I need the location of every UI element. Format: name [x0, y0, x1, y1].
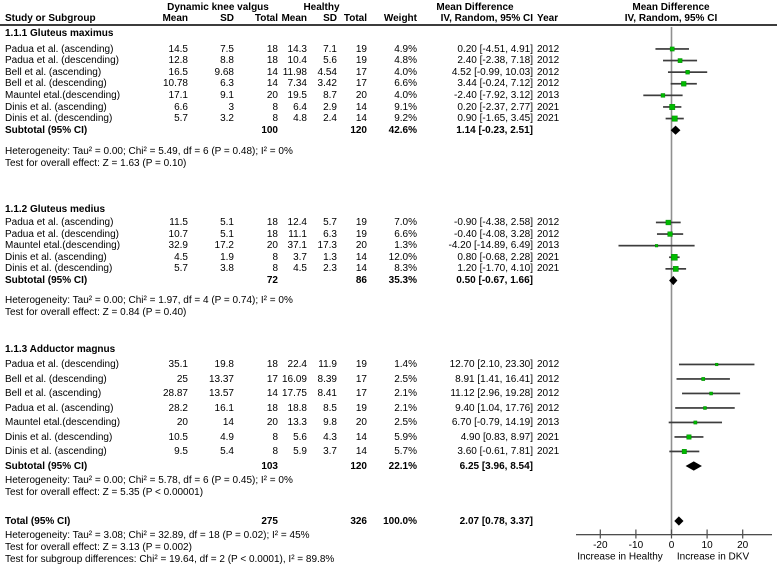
effect-marker [681, 81, 686, 86]
cell-year: 2012 [537, 373, 560, 385]
axis-tick [671, 530, 672, 539]
total-label: Total (95% CI) [5, 515, 71, 527]
study-label: Dinis et al. (ascending) [5, 446, 107, 457]
tick-label: 10 [701, 540, 713, 551]
subtotal-label: Subtotal (95% CI) [5, 460, 88, 472]
study-label: Dinis et al. (descending) [5, 113, 113, 125]
cell-weight: 2.1% [394, 388, 417, 399]
subtotal-diamond [669, 276, 677, 285]
cell-year: 2013 [537, 89, 560, 101]
cell-sd1: 5.1 [220, 228, 234, 240]
cell-weight: 5.9% [394, 431, 417, 443]
study-label: Dinis et al. (descending) [5, 263, 113, 275]
cell-n2: 19 [355, 402, 367, 414]
cell-n1: 17 [266, 373, 278, 385]
cell-mean2: 37.1 [287, 240, 307, 252]
cell-sd2: 1.3 [323, 251, 337, 263]
cell-mean2: 14.3 [287, 43, 307, 55]
cell-n2: 14 [355, 431, 367, 443]
cell-n2: 120 [350, 124, 367, 136]
effect-marker [682, 449, 686, 453]
effect-marker [703, 407, 706, 410]
cell-mean1: 6.6 [174, 101, 188, 113]
study-label: Bell et al. (ascending) [5, 66, 102, 78]
effect-marker [715, 363, 718, 366]
cell-year: 2021 [537, 101, 560, 113]
cell-ci_text: 0.50 [-0.67, 1.66] [456, 275, 533, 286]
cell-year: 2012 [537, 217, 560, 228]
cell-weight: 2.1% [394, 402, 417, 414]
axis-caption-left: Increase in Healthy [577, 551, 663, 563]
cell-n2: 14 [355, 446, 367, 457]
header-group-healthy: Healthy [303, 1, 340, 13]
effect-marker [694, 421, 697, 424]
cell-ci_text: -0.40 [-4.08, 3.28] [454, 228, 533, 240]
study-label: Dinis et al. (ascending) [5, 101, 107, 113]
cell-mean2: 12.4 [287, 217, 307, 228]
cell-n1: 8 [272, 263, 278, 275]
tick-label: -10 [628, 540, 644, 551]
cell-n2: 120 [350, 460, 367, 472]
cell-mean1: 16.5 [168, 66, 188, 78]
cell-mean2: 22.4 [287, 359, 307, 370]
cell-sd1: 13.37 [208, 373, 234, 385]
total-diamond [674, 516, 683, 525]
header-iv-plot: IV, Random, 95% CI [624, 12, 718, 24]
cell-sd1: 3.2 [220, 113, 234, 125]
cell-mean2: 18.8 [287, 402, 307, 414]
header-sd-dkv: SD [220, 12, 234, 24]
study-label: Padua et al. (ascending) [5, 43, 114, 55]
cell-n2: 17 [355, 388, 367, 399]
cell-sd2: 2.3 [323, 263, 337, 275]
cell-mean1: 10.5 [168, 431, 188, 443]
cell-mean2: 11.1 [288, 228, 307, 240]
effect-marker [670, 104, 675, 109]
cell-n2: 19 [355, 228, 367, 240]
cell-n1: 8 [272, 101, 278, 113]
cell-mean2: 10.4 [287, 55, 307, 67]
cell-mean2: 4.5 [293, 263, 307, 275]
cell-mean1: 20 [176, 417, 188, 428]
effect-marker [678, 59, 682, 63]
cell-n1: 14 [266, 388, 278, 399]
cell-year: 2012 [537, 359, 560, 370]
study-label: Dinis et al. (descending) [5, 431, 113, 443]
cell-weight: 9.2% [394, 113, 417, 125]
cell-n1: 103 [261, 460, 278, 472]
header-mean-difference-text: Mean Difference [436, 1, 514, 13]
cell-ci_text: 1.14 [-0.23, 2.51] [456, 124, 533, 136]
cell-mean2: 4.8 [293, 113, 307, 125]
cell-mean1: 5.7 [174, 263, 188, 275]
cell-weight: 42.6% [388, 124, 417, 136]
cell-mean2: 11.98 [282, 66, 307, 78]
cell-n1: 18 [266, 402, 278, 414]
effect-marker [686, 70, 690, 74]
study-label: Padua et al. (ascending) [5, 217, 114, 228]
cell-sd2: 2.9 [323, 101, 337, 113]
effect-marker [670, 47, 674, 51]
cell-n1: 72 [266, 275, 278, 286]
cell-year: 2012 [537, 66, 560, 78]
header-sd-healthy: SD [323, 12, 337, 24]
cell-n2: 19 [355, 43, 367, 55]
cell-weight: 6.6% [394, 228, 417, 240]
cell-sd1: 17.2 [214, 240, 234, 252]
axis-tick [742, 530, 743, 539]
cell-weight: 7.0% [394, 217, 417, 228]
effect-marker [671, 254, 677, 260]
heterogeneity-text: Heterogeneity: Tau² = 0.00; Chi² = 5.49, df = 6 (P = 0.48); I² = 0% [5, 146, 293, 157]
cell-n1: 20 [266, 417, 278, 428]
cell-weight: 9.1% [394, 101, 417, 113]
cell-sd1: 8.8 [220, 55, 234, 67]
study-label: Bell et al. (ascending) [5, 388, 102, 399]
cell-mean1: 25 [176, 373, 188, 385]
cell-mean1: 9.5 [174, 446, 188, 457]
tick-label: 20 [737, 540, 749, 551]
cell-sd2: 4.3 [323, 431, 337, 443]
section-title: 1.1.3 Adductor magnus [5, 344, 116, 355]
cell-mean2: 3.7 [293, 251, 307, 263]
cell-ci_text: -2.40 [-7.92, 3.12] [454, 89, 533, 101]
cell-year: 2012 [537, 43, 560, 55]
header-study: Study or Subgroup [5, 12, 96, 24]
cell-year: 2012 [537, 55, 560, 67]
cell-sd1: 16.1 [214, 402, 234, 414]
cell-sd2: 8.7 [323, 89, 337, 101]
effect-marker [710, 392, 713, 395]
cell-mean2: 5.6 [293, 431, 307, 443]
cell-mean1: 4.5 [174, 251, 188, 263]
cell-mean2: 6.4 [293, 101, 307, 113]
subtotal-label: Subtotal (95% CI) [5, 124, 88, 136]
cell-sd2: 2.4 [323, 113, 337, 125]
effect-marker [655, 244, 658, 247]
study-label: Padua et al. (descending) [5, 228, 119, 240]
cell-year: 2012 [537, 78, 560, 90]
effect-marker [661, 94, 665, 98]
cell-weight: 1.3% [394, 240, 417, 252]
cell-n1: 18 [266, 217, 278, 228]
cell-ci_text: 11.12 [2.96, 19.28] [450, 388, 533, 399]
cell-year: 2021 [537, 263, 560, 275]
cell-n1: 18 [266, 359, 278, 370]
cell-sd1: 14 [222, 417, 234, 428]
tick-label: 0 [668, 540, 675, 551]
cell-mean1: 12.8 [168, 55, 188, 67]
cell-sd2: 11.9 [318, 359, 337, 370]
cell-n1: 275 [261, 515, 278, 527]
cell-ci_text: 3.60 [-0.61, 7.81] [457, 446, 533, 457]
header-weight: Weight [383, 12, 417, 24]
axis-tick [600, 530, 601, 539]
cell-ci_text: -4.20 [-14.89, 6.49] [448, 240, 533, 252]
cell-sd1: 13.57 [208, 388, 234, 399]
effect-marker [666, 220, 671, 225]
cell-sd1: 5.4 [220, 446, 234, 457]
cell-mean1: 10.78 [162, 78, 188, 90]
cell-sd1: 1.9 [220, 251, 234, 263]
cell-year: 2021 [537, 113, 560, 125]
cell-sd2: 5.6 [323, 55, 337, 67]
cell-mean1: 28.87 [162, 388, 188, 399]
study-label: Padua et al. (ascending) [5, 402, 114, 414]
heterogeneity-text: Heterogeneity: Tau² = 0.00; Chi² = 1.97, df = 4 (P = 0.74); I² = 0% [5, 295, 293, 306]
header-mean-dkv: Mean [162, 12, 188, 24]
cell-sd1: 3.8 [220, 263, 234, 275]
cell-n1: 18 [266, 55, 278, 67]
cell-n2: 19 [355, 217, 367, 228]
cell-sd2: 17.3 [317, 240, 337, 252]
cell-sd1: 5.1 [220, 217, 234, 228]
cell-n2: 20 [355, 240, 367, 252]
cell-ci_text: 12.70 [2.10, 23.30] [449, 359, 533, 370]
cell-sd1: 7.5 [220, 43, 234, 55]
effect-marker [673, 266, 678, 271]
cell-year: 2021 [537, 251, 560, 263]
cell-ci_text: 4.52 [-0.99, 10.03] [451, 66, 533, 78]
cell-mean2: 5.9 [293, 446, 307, 457]
cell-weight: 1.4% [394, 359, 417, 370]
cell-n2: 17 [355, 66, 367, 78]
cell-sd2: 8.5 [323, 402, 337, 414]
cell-mean1: 28.2 [168, 402, 188, 414]
header-mean-healthy: Mean [281, 12, 307, 24]
cell-ci_text: 0.90 [-1.65, 3.45] [457, 113, 533, 125]
cell-weight: 12.0% [388, 251, 417, 263]
cell-year: 2012 [537, 228, 560, 240]
cell-n2: 19 [355, 359, 367, 370]
cell-sd2: 6.3 [323, 228, 337, 240]
cell-mean1: 35.1 [168, 359, 188, 370]
cell-year: 2021 [537, 431, 560, 443]
cell-ci_text: 2.40 [-2.38, 7.18] [457, 55, 533, 67]
cell-n2: 14 [355, 263, 367, 275]
cell-n2: 17 [355, 78, 367, 90]
cell-weight: 5.7% [394, 446, 417, 457]
study-label: Padua et al. (descending) [5, 55, 119, 67]
cell-weight: 100.0% [383, 515, 417, 527]
cell-mean2: 19.5 [287, 89, 307, 101]
header-group-dkv: Dynamic knee valgus [167, 1, 269, 13]
cell-n1: 14 [266, 66, 278, 78]
study-label: Bell et al. (descending) [5, 373, 107, 385]
cell-weight: 4.8% [394, 55, 417, 67]
study-label: Mauntel etal.(descending) [5, 89, 121, 101]
cell-year: 2012 [537, 388, 560, 399]
cell-sd2: 7.1 [323, 43, 337, 55]
effect-marker [668, 232, 673, 237]
cell-ci_text: 6.25 [3.96, 8.54] [459, 460, 533, 472]
cell-sd2: 8.41 [317, 388, 337, 399]
cell-weight: 2.5% [394, 417, 417, 428]
cell-mean1: 14.5 [168, 43, 188, 55]
cell-sd1: 6.3 [220, 78, 234, 90]
header-mean-difference-plot: Mean Difference [632, 1, 710, 13]
total-effect-test-text: Test for overall effect: Z = 3.13 (P = 0.002) [5, 542, 192, 554]
header-total-healthy: Total [343, 12, 367, 24]
cell-n2: 20 [355, 417, 367, 428]
cell-n1: 100 [261, 124, 278, 136]
cell-mean2: 16.09 [281, 373, 307, 385]
cell-year: 2012 [537, 402, 560, 414]
cell-weight: 4.0% [394, 66, 417, 78]
cell-ci_text: 0.20 [-2.37, 2.77] [457, 101, 533, 113]
effect-test-text: Test for overall effect: Z = 1.63 (P = 0.10) [5, 157, 187, 169]
total-heterogeneity-text: Heterogeneity: Tau² = 3.08; Chi² = 32.89, df = 18 (P = 0.02); I² = 45% [5, 530, 310, 542]
cell-sd2: 4.54 [317, 66, 337, 78]
cell-mean2: 7.34 [287, 78, 307, 90]
cell-mean1: 5.7 [174, 113, 188, 125]
cell-year: 2013 [537, 240, 560, 252]
cell-ci_text: 9.40 [1.04, 17.76] [455, 402, 533, 414]
axis-tick [707, 530, 708, 539]
section-title: 1.1.1 Gluteus maximus [5, 28, 114, 39]
section-title: 1.1.2 Gluteus medius [5, 203, 106, 215]
cell-weight: 22.1% [388, 460, 417, 472]
cell-n1: 20 [266, 89, 278, 101]
cell-sd2: 8.39 [317, 373, 337, 385]
study-label: Mauntel etal.(descending) [5, 240, 121, 252]
cell-ci_text: 0.80 [-0.68, 2.28] [457, 251, 533, 263]
cell-n2: 326 [350, 515, 367, 527]
cell-sd2: 3.7 [323, 446, 337, 457]
cell-mean2: 13.3 [287, 417, 307, 428]
header-iv-text: IV, Random, 95% CI [440, 12, 533, 24]
cell-sd2: 3.42 [317, 78, 337, 90]
cell-sd2: 5.7 [323, 217, 337, 228]
cell-sd1: 4.9 [220, 431, 234, 443]
cell-n2: 14 [355, 113, 367, 125]
cell-weight: 2.5% [394, 373, 417, 385]
cell-year: 2021 [537, 446, 560, 457]
cell-n1: 8 [272, 446, 278, 457]
effect-marker [672, 116, 677, 121]
axis-caption-right: Increase in DKV [676, 551, 750, 563]
study-label: Dinis et al. (ascending) [5, 251, 107, 263]
effect-marker [702, 377, 705, 380]
cell-n2: 20 [355, 89, 367, 101]
cell-n1: 20 [266, 240, 278, 252]
cell-n1: 8 [272, 431, 278, 443]
tick-label: -20 [593, 540, 608, 551]
cell-sd2: 9.8 [323, 417, 337, 428]
cell-n1: 8 [272, 251, 278, 263]
axis-tick [635, 530, 636, 539]
cell-n2: 14 [355, 101, 367, 113]
cell-ci_text: 1.20 [-1.70, 4.10] [457, 263, 533, 275]
cell-weight: 4.0% [394, 89, 417, 101]
cell-mean1: 17.1 [168, 89, 188, 101]
cell-weight: 6.6% [394, 78, 417, 90]
cell-sd1: 9.1 [220, 89, 234, 101]
cell-year: 2013 [537, 417, 560, 428]
cell-weight: 4.9% [394, 43, 417, 55]
cell-mean2: 17.75 [281, 388, 307, 399]
cell-sd1: 3 [228, 101, 234, 113]
header-total-dkv: Total [254, 12, 278, 24]
cell-sd1: 9.68 [214, 66, 234, 78]
cell-ci_text: 0.20 [-4.51, 4.91] [457, 43, 533, 55]
effect-test-text: Test for overall effect: Z = 0.84 (P = 0.40) [5, 306, 187, 318]
cell-weight: 8.3% [394, 263, 417, 275]
study-label: Bell et al. (descending) [5, 78, 107, 90]
cell-mean1: 10.7 [168, 228, 188, 240]
effect-test-text: Test for overall effect: Z = 5.35 (P < 0.00001) [5, 486, 204, 498]
cell-n2: 17 [355, 373, 367, 385]
study-label: Padua et al. (descending) [5, 359, 119, 370]
cell-n1: 14 [266, 78, 278, 90]
cell-n2: 86 [355, 275, 367, 286]
cell-ci_text: -0.90 [-4.38, 2.58] [454, 217, 533, 228]
study-label: Mauntel etal.(descending) [5, 417, 121, 428]
cell-n2: 14 [355, 251, 367, 263]
cell-sd1: 19.8 [214, 359, 234, 370]
subtotal-label: Subtotal (95% CI) [5, 275, 88, 286]
subtotal-diamond [686, 461, 702, 470]
cell-mean1: 32.9 [168, 240, 188, 252]
cell-n1: 8 [272, 113, 278, 125]
subgroup-test-text: Test for subgroup differences: Chi² = 19.64, df = 2 (P < 0.0001), I² = 89.8% [5, 553, 335, 565]
cell-ci_text: 4.90 [0.83, 8.97] [460, 431, 533, 443]
cell-ci_text: 8.91 [1.41, 16.41] [455, 373, 533, 385]
header-year: Year [537, 12, 559, 24]
effect-marker [687, 435, 691, 439]
cell-weight: 35.3% [388, 275, 417, 286]
cell-n1: 18 [266, 228, 278, 240]
cell-mean1: 11.5 [169, 217, 188, 228]
cell-ci_text: 2.07 [0.78, 3.37] [459, 515, 533, 527]
cell-ci_text: 6.70 [-0.79, 14.19] [451, 417, 533, 428]
heterogeneity-text: Heterogeneity: Tau² = 0.00; Chi² = 5.78, df = 6 (P = 0.45); I² = 0% [5, 474, 293, 486]
cell-n1: 18 [266, 43, 278, 55]
cell-n2: 19 [355, 55, 367, 67]
cell-ci_text: 3.44 [-0.24, 7.12] [457, 78, 533, 90]
